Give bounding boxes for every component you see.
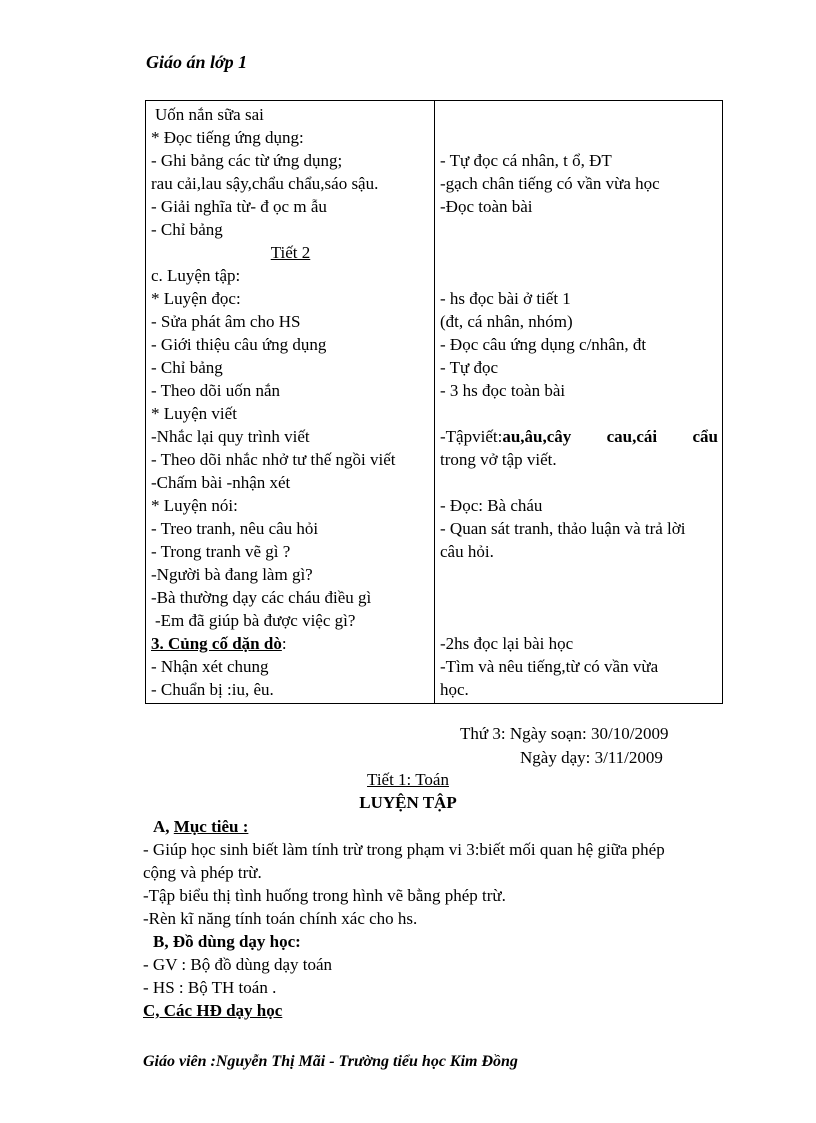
lesson-body [143,815,743,1022]
right-line: -Đọc toàn bài [440,197,533,216]
right-line: câu hỏi. [440,542,494,561]
page-header: Giáo án lớp 1 [146,52,248,72]
materials-line: - HS : Bộ TH toán . [143,978,277,997]
left-line: - Trong tranh vẽ gì ? [151,542,291,561]
left-line: - Giải nghĩa từ- đ ọc m ẫu [151,197,327,216]
left-line: -Nhắc lại quy trình viết [151,427,310,446]
teacher-activities-cell [146,101,435,704]
left-line: * Luyện đọc: [151,289,241,308]
writing-word: cẩu [692,427,718,446]
left-line: - Chỉ bảng [151,220,223,239]
objective-line: -Tập biểu thị tình huống trong hình vẽ bằng phép trừ. [143,886,506,905]
objective-line: -Rèn kĩ năng tính toán chính xác cho hs. [143,909,418,928]
left-line: - Theo dõi nhắc nhở tư thế ngồi viết [151,450,396,469]
objective-line: cộng và phép trừ. [143,863,262,882]
right-line: - Đọc: Bà cháu [440,496,543,515]
right-line: học. [440,680,469,699]
lesson-name: LUYỆN TẬP [359,793,457,812]
writing-prefix: -Tậpviết: [440,427,503,446]
lesson-title-block [0,768,816,814]
section-c-heading: C, Các HĐ dạy học [143,1001,283,1020]
student-activities-cell [435,101,723,704]
left-line: -Em đã giúp bà được việc gì? [155,611,356,630]
left-line: - Ghi bảng các từ ứng dụng; [151,151,343,170]
left-line: - Giới thiệu câu ứng dụng [151,335,327,354]
section-b-heading: B, Đồ dùng dạy học: [153,932,301,951]
left-line: * Luyện viết [151,404,237,423]
heading-colon: : [281,634,287,653]
left-line: rau cải,lau sậy,chẩu chẩu,sáo sậu. [151,174,379,193]
left-line: Uốn nắn sữa sai [155,105,264,124]
left-line: -Chấm bài -nhận xét [151,473,291,492]
left-line: - Chỉ bảng [151,358,223,377]
page-footer: Giáo viên :Nguyễn Thị Mãi - Trường tiểu học Kim Đồng [143,1053,518,1070]
left-line: -Bà thường dạy các cháu điều gì [151,588,372,607]
right-line: - Đọc câu ứng dụng c/nhân, đt [440,335,647,354]
consolidation-heading: 3. Củng cố dặn dò [151,634,282,653]
teaching-date: Ngày dạy: 3/11/2009 [520,748,663,767]
right-line: - Quan sát tranh, thảo luận và trả lời [440,519,686,538]
left-line: * Đọc tiếng ứng dụng: [151,128,304,147]
right-line: (đt, cá nhân, nhóm) [440,312,573,331]
right-line: - Tự đọc cá nhân, t ổ, ĐT [440,151,612,170]
writing-word: au,âu,cây [502,427,572,446]
right-line: - Tự đọc [440,358,498,377]
left-line: c. Luyện tập: [151,266,241,285]
lesson-period: Tiết 1: Toán [367,770,449,789]
left-line: - Theo dõi uốn nắn [151,381,281,400]
left-line: - Nhận xét chung [151,657,269,676]
left-line: - Sửa phát âm cho HS [151,312,301,331]
right-line: - hs đọc bài ở tiết 1 [440,289,571,308]
section-a-heading: A, Mục tiêu : [153,817,249,836]
left-line: - Chuẩn bị :iu, êu. [151,680,274,699]
writing-word: cau,cái [606,427,658,446]
left-line: -Người bà đang làm gì? [151,565,313,584]
right-line: - 3 hs đọc toàn bài [440,381,566,400]
left-line: - Treo tranh, nêu câu hỏi [151,519,319,538]
lesson-table [145,100,723,704]
right-line: trong vở tập viết. [440,450,557,469]
left-line: * Luyện nói: [151,496,238,515]
writing-practice-line [440,425,718,448]
materials-line: - GV : Bộ đồ dùng dạy toán [143,955,333,974]
prepared-date: Thứ 3: Ngày soạn: 30/10/2009 [460,724,669,743]
period-2-heading: Tiết 2 [270,243,311,262]
objective-line: - Giúp học sinh biết làm tính trừ trong phạm vi 3:biết mối quan hệ giữa phép [143,840,665,859]
right-line: -Tìm và nêu tiếng,từ có vần vừa [440,657,659,676]
date-block [460,722,668,770]
right-line: -gạch chân tiếng có vần vừa học [440,174,660,193]
right-line: -2hs đọc lại bài học [440,634,574,653]
table-row [146,101,723,704]
